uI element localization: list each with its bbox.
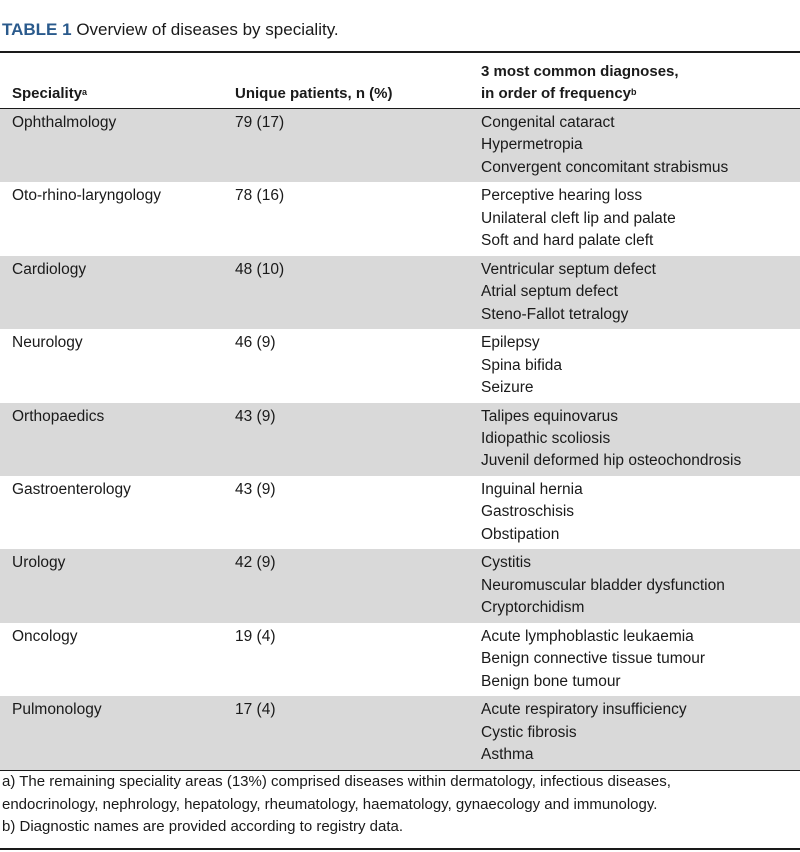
diagnosis-item: Idiopathic scoliosis [481, 429, 611, 447]
header-speciality: Speciality$^a$ [12, 85, 88, 102]
cell-speciality: Cardiology [12, 260, 87, 278]
table-row [0, 256, 800, 329]
cell-diagnoses [481, 112, 728, 179]
diagnosis-item: Atrial septum defect [481, 283, 618, 301]
diagnosis-item: Spina bifida [481, 356, 563, 374]
cell-patients: 78 (16) [235, 187, 285, 205]
cell-patients: 43 (9) [235, 407, 276, 425]
cell-patients: 43 (9) [235, 480, 276, 498]
cell-patients: 48 (10) [235, 260, 285, 278]
diagnosis-item: Congenital cataract [481, 114, 615, 131]
table-body [0, 109, 800, 770]
diagnosis-item: Juvenil deformed hip osteochondrosis [481, 452, 742, 470]
diagnosis-item: Benign bone tumour [481, 672, 621, 690]
table-row [0, 109, 800, 182]
diagnosis-item: Epilepsy [481, 334, 540, 352]
diagnosis-item: Gastroschisis [481, 503, 575, 521]
cell-diagnoses [481, 332, 562, 399]
table-row [0, 696, 800, 769]
diagnosis-item: Acute respiratory insufficiency [481, 701, 687, 719]
diagnosis-item: Hypermetropia [481, 136, 583, 154]
footnote-line: a) The remaining speciality areas (13%) comprised diseases within dermatology, infectious diseases, [2, 773, 671, 790]
diagnosis-item: Benign connective tissue tumour [481, 650, 706, 668]
diagnosis-item: Cystic fibrosis [481, 723, 577, 741]
cell-patients: 19 (4) [235, 627, 276, 645]
table-row [0, 182, 800, 255]
cell-speciality: Orthopaedics [12, 407, 105, 425]
header-patients: Unique patients, n (%) [235, 85, 393, 102]
cell-diagnoses [481, 259, 656, 326]
diagnosis-item: Inguinal hernia [481, 480, 583, 498]
bottom-rule [0, 848, 800, 850]
cell-patients: 46 (9) [235, 334, 276, 352]
footnote-line: endocrinology, nephrology, hepatology, rheumatology, haematology, gynaecology and immunology. [2, 795, 658, 813]
table-header [0, 53, 800, 108]
diagnosis-item: Cryptorchidism [481, 599, 585, 617]
table-row [0, 329, 800, 402]
table-caption [2, 19, 339, 41]
diagnosis-item: Soft and hard palate cleft [481, 232, 654, 250]
cell-diagnoses [481, 699, 687, 766]
diagnosis-item: Steno-Fallot tetralogy [481, 305, 629, 323]
cell-patients: 17 (4) [235, 701, 276, 719]
cell-diagnoses [481, 185, 676, 252]
diagnosis-item: Obstipation [481, 525, 560, 543]
table-row [0, 403, 800, 476]
header-diagnoses: 3 most common diagnoses, in order of frequency$^b$ [481, 63, 679, 102]
footnote-line: b) Diagnostic names are provided according to registry data. [2, 818, 404, 835]
diagnosis-item: Talipes equinovarus [481, 407, 619, 425]
cell-speciality: Neurology [12, 334, 83, 352]
diagnosis-item: Seizure [481, 378, 534, 396]
diagnosis-item: Acute lymphoblastic leukaemia [481, 627, 694, 645]
cell-diagnoses [481, 406, 741, 473]
diagnosis-item: Perceptive hearing loss [481, 187, 643, 205]
cell-patients: 42 (9) [235, 554, 276, 572]
cell-speciality: Ophthalmology [12, 114, 117, 131]
diagnosis-item: Cystitis [481, 554, 531, 572]
diagnosis-item: Asthma [481, 745, 534, 763]
cell-speciality: Oncology [12, 627, 78, 645]
table-row [0, 549, 800, 622]
diagnosis-item: Unilateral cleft lip and palate [481, 209, 676, 227]
table-label: TABLE 1 [2, 20, 72, 39]
cell-diagnoses [481, 626, 705, 693]
cell-speciality: Pulmonology [12, 701, 102, 719]
cell-speciality: Urology [12, 554, 66, 572]
diagnosis-item: Ventricular septum defect [481, 260, 656, 278]
diagnosis-item: Convergent concomitant strabismus [481, 158, 729, 176]
table-title: Overview of diseases by speciality. [76, 20, 339, 39]
diagnosis-item: Neuromuscular bladder dysfunction [481, 576, 725, 594]
cell-diagnoses [481, 479, 583, 546]
cell-speciality: Oto-rhino-laryngology [12, 187, 162, 205]
cell-diagnoses [481, 552, 725, 619]
table-row [0, 623, 800, 696]
footnotes [2, 771, 798, 839]
cell-speciality: Gastroenterology [12, 480, 131, 498]
table-row [0, 476, 800, 549]
cell-patients: 79 (17) [235, 114, 285, 131]
